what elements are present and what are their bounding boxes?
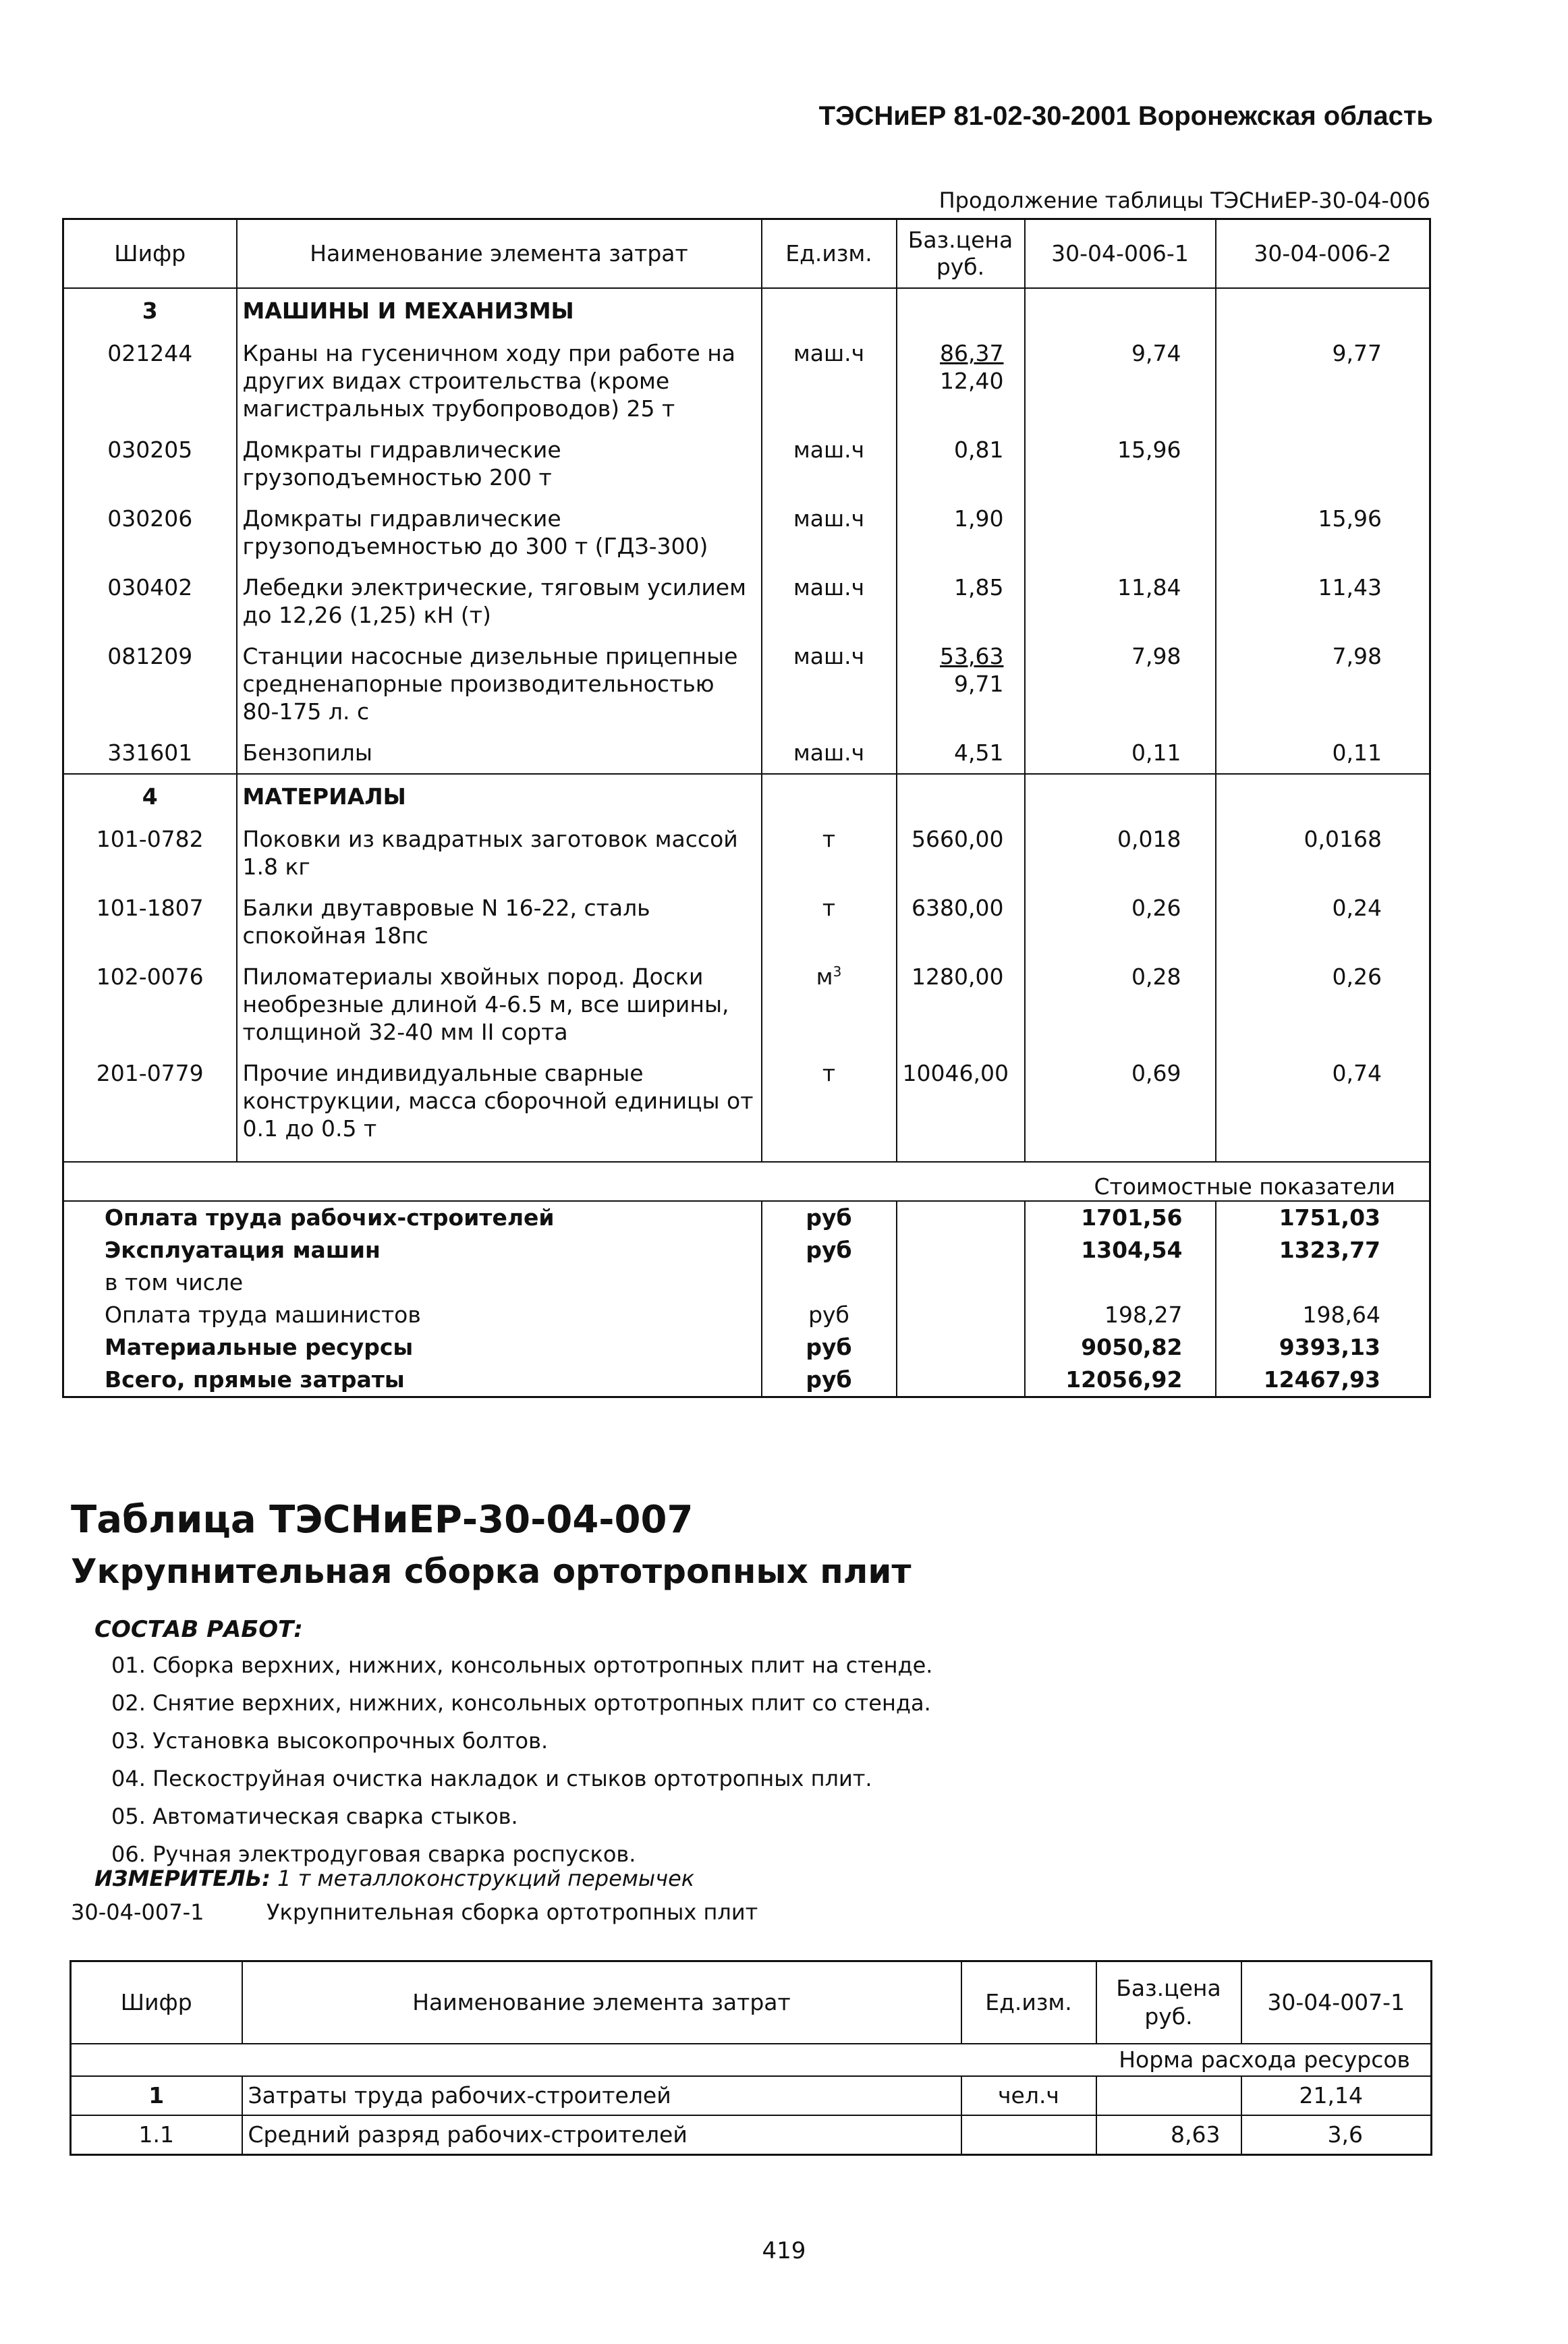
norm-code-line — [71, 1899, 758, 1925]
indicator-value-2: 12467,93 — [1263, 1366, 1380, 1393]
row-price: 1,90 — [897, 498, 1025, 567]
norm-code: 30-04-007-1 — [71, 1899, 204, 1925]
table-row — [63, 732, 1430, 774]
header-code: Шифр — [63, 219, 237, 289]
table-row — [63, 429, 1430, 498]
table-row — [71, 2115, 1432, 2155]
table-row — [63, 1053, 1430, 1149]
header-unit: Ед.изм. — [762, 219, 897, 289]
table-row — [63, 636, 1430, 732]
table-row — [63, 567, 1430, 636]
row-unit: т — [762, 1053, 897, 1149]
indicator-value-2: 1323,77 — [1279, 1237, 1380, 1263]
indicator-unit: руб — [762, 1331, 897, 1364]
row-name: Пиломатериалы хвойных пород. Доски необрезные длиной 4-6.5 м, все ширины, толщиной 32-40 мм II сорта — [237, 956, 762, 1053]
section-number: 4 — [63, 774, 237, 818]
list-item: 04. Пескоструйная очистка накладок и стыков ортотропных плит. — [111, 1766, 872, 1791]
indicator-unit: руб — [762, 1364, 897, 1397]
row-name: Средний разряд рабочих-строителей — [242, 2115, 961, 2155]
indicator-label: Оплата труда рабочих-строителей — [105, 1204, 555, 1231]
indicator-row — [63, 1234, 1430, 1266]
row-value-1: 0,26 — [1025, 887, 1216, 956]
indicators-header-row — [63, 1162, 1430, 1201]
indicator-value-1: 198,27 — [1025, 1299, 1216, 1331]
row-value-1 — [1025, 498, 1216, 567]
table-subtitle: Укрупнительная сборка ортотропных плит — [71, 1552, 912, 1591]
row-code: 1 — [71, 2076, 242, 2115]
row-value-2: 15,96 — [1318, 505, 1382, 532]
row-code: 030402 — [107, 574, 193, 601]
row-value-2: 0,74 — [1332, 1060, 1382, 1086]
row-value-2: 11,43 — [1318, 574, 1382, 601]
header-col-007-1: 30-04-007-1 — [1241, 1961, 1432, 2044]
row-name: Поковки из квадратных заготовок массой 1.8 кг — [237, 818, 762, 887]
indicator-unit — [762, 1266, 897, 1299]
works-heading: СОСТАВ РАБОТ: — [94, 1616, 303, 1643]
indicator-label: Эксплуатация машин — [105, 1237, 381, 1263]
indicator-label: Оплата труда машинистов — [105, 1302, 421, 1328]
resource-table-30-04-006 — [62, 218, 1431, 1398]
section-title: МАТЕРИАЛЫ — [237, 774, 762, 818]
row-price: 1280,00 — [897, 956, 1025, 1053]
indicator-value-1: 1304,54 — [1025, 1234, 1216, 1266]
row-price: 8,63 — [1096, 2115, 1241, 2155]
row-unit: маш.ч — [762, 732, 897, 774]
row-value-1: 0,28 — [1025, 956, 1216, 1053]
indicator-value-2: 198,64 — [1302, 1302, 1380, 1328]
row-name: Краны на гусеничном ходу при работе на других видах строительства (кроме магистральных трубопроводов) 25 т — [237, 333, 762, 429]
indicator-row — [63, 1364, 1430, 1397]
row-value-1: 0,018 — [1025, 818, 1216, 887]
row-value-2: 0,0168 — [1304, 826, 1382, 852]
table-row — [63, 887, 1430, 956]
row-price — [1096, 2076, 1241, 2115]
row-name: Бензопилы — [237, 732, 762, 774]
row-value-1: 11,84 — [1025, 567, 1216, 636]
row-unit: маш.ч — [762, 333, 897, 429]
indicator-row — [63, 1266, 1430, 1299]
resource-table-30-04-007 — [69, 1960, 1432, 2156]
section-number: 3 — [142, 298, 158, 324]
norm-header-row — [71, 2044, 1432, 2076]
row-price: 0,81 — [897, 429, 1025, 498]
row-code: 081209 — [107, 643, 193, 669]
row-name: Прочие индивидуальные сварные конструкции, масса сборочной единицы от 0.1 до 0.5 т — [237, 1053, 762, 1149]
header-name: Наименование элемента затрат — [237, 219, 762, 289]
list-item: 03. Установка высокопрочных болтов. — [111, 1728, 549, 1754]
row-unit: маш.ч — [762, 636, 897, 732]
row-value-1: 0,69 — [1025, 1053, 1216, 1149]
list-item: 06. Ручная электродуговая сварка роспусков. — [111, 1841, 636, 1867]
indicator-value-1: 9050,82 — [1025, 1331, 1216, 1364]
row-price: 4,51 — [897, 732, 1025, 774]
row-unit: т — [762, 887, 897, 956]
row-code: 102-0076 — [96, 964, 204, 990]
measure-value: 1 т металлоконструкций перемычек — [277, 1866, 695, 1891]
row-unit — [762, 956, 897, 1053]
row-value-1: 9,74 — [1025, 333, 1216, 429]
unit-superscript: 3 — [833, 964, 842, 980]
header-name: Наименование элемента затрат — [242, 1961, 961, 2044]
row-name: Станции насосные дизельные прицепные средненапорные производительностью 80-175 л. с — [237, 636, 762, 732]
indicator-label: Материальные ресурсы — [105, 1334, 414, 1360]
row-value-2: 0,11 — [1332, 740, 1382, 766]
table-row — [63, 956, 1430, 1053]
row-value-1: 21,14 — [1241, 2076, 1432, 2115]
table-row — [63, 333, 1430, 429]
table-row — [63, 498, 1430, 567]
indicator-unit: руб — [762, 1201, 897, 1234]
row-unit: маш.ч — [762, 429, 897, 498]
indicator-row — [63, 1299, 1430, 1331]
list-item: 01. Сборка верхних, нижних, консольных ортотропных плит на стенде. — [111, 1652, 933, 1678]
document-header: ТЭСНиЕР 81-02-30-2001 Воронежская область — [818, 101, 1433, 131]
header-code: Шифр — [71, 1961, 242, 2044]
row-price: 5660,00 — [897, 818, 1025, 887]
price-value: 53,63 — [940, 643, 1004, 669]
section-row-materials — [63, 774, 1430, 818]
section-title: МАШИНЫ И МЕХАНИЗМЫ — [237, 288, 762, 333]
row-code: 201-0779 — [96, 1060, 204, 1086]
indicator-value-1: 12056,92 — [1025, 1364, 1216, 1397]
table-row — [63, 818, 1430, 887]
row-value-1: 7,98 — [1025, 636, 1216, 732]
norm-code-text: Укрупнительная сборка ортотропных плит — [267, 1899, 758, 1925]
indicator-label: в том числе — [105, 1269, 244, 1295]
table-row — [71, 2076, 1432, 2115]
norm-title: Норма расхода ресурсов — [71, 2044, 1432, 2076]
list-item: 05. Автоматическая сварка стыков. — [111, 1804, 518, 1829]
row-value-1: 3,6 — [1327, 2121, 1363, 2148]
row-unit — [961, 2115, 1096, 2155]
indicator-value-2: 1751,03 — [1279, 1204, 1380, 1231]
row-value-1: 15,96 — [1025, 429, 1216, 498]
table-header-row — [63, 219, 1430, 289]
row-price: 10046,00 — [897, 1053, 1025, 1149]
row-code: 030206 — [107, 505, 193, 532]
row-value-2 — [1216, 429, 1430, 498]
section-row-machines — [63, 288, 1430, 333]
price-value: 86,37 — [940, 340, 1004, 366]
row-name: Балки двутавровые N 16-22, сталь спокойная 18пс — [237, 887, 762, 956]
indicator-value-2 — [1216, 1266, 1430, 1299]
row-code: 021244 — [107, 340, 193, 366]
row-value-2: 9,77 — [1332, 340, 1382, 366]
table-title: Таблица ТЭСНиЕР-30-04-007 — [71, 1498, 694, 1542]
price-secondary: 12,40 — [940, 368, 1004, 394]
header-col-006-2: 30-04-006-2 — [1216, 219, 1430, 289]
page-number: 419 — [762, 2237, 806, 2264]
row-price: 6380,00 — [897, 887, 1025, 956]
list-item: 02. Снятие верхних, нижних, консольных ортотропных плит со стенда. — [111, 1690, 931, 1716]
indicator-label: Всего, прямые затраты — [105, 1366, 405, 1393]
works-list — [111, 1652, 932, 1878]
row-value-2: 0,26 — [1332, 964, 1382, 990]
header-base-price: Баз.цена руб. — [897, 219, 1025, 289]
indicator-unit: руб — [762, 1299, 897, 1331]
row-name: Домкраты гидравлические грузоподъемностью до 300 т (ГДЗ-300) — [237, 498, 762, 567]
measure-label: ИЗМЕРИТЕЛЬ: — [94, 1866, 271, 1891]
row-unit: маш.ч — [762, 498, 897, 567]
row-code: 1.1 — [138, 2121, 174, 2148]
row-value-2: 0,24 — [1332, 895, 1382, 921]
row-price — [897, 636, 1025, 732]
row-code: 331601 — [107, 740, 193, 766]
row-unit: маш.ч — [762, 567, 897, 636]
row-code: 101-0782 — [96, 826, 204, 852]
row-name: Лебедки электрические, тяговым усилием до 12,26 (1,25) кН (т) — [237, 567, 762, 636]
price-secondary: 9,71 — [954, 671, 1004, 697]
measure-line — [94, 1866, 694, 1891]
header-base-price: Баз.цена руб. — [1096, 1961, 1241, 2044]
row-code: 101-1807 — [96, 895, 204, 921]
row-unit: чел.ч — [961, 2076, 1096, 2115]
row-name: Домкраты гидравлические грузоподъемностью 200 т — [237, 429, 762, 498]
indicator-value-1: 1701,56 — [1025, 1201, 1216, 1234]
indicator-unit: руб — [762, 1234, 897, 1266]
row-unit: т — [762, 818, 897, 887]
indicator-row — [63, 1331, 1430, 1364]
indicator-row — [63, 1201, 1430, 1234]
row-price — [897, 333, 1025, 429]
indicator-value-1 — [1025, 1266, 1216, 1299]
row-price: 1,85 — [897, 567, 1025, 636]
row-value-2: 7,98 — [1332, 643, 1382, 669]
row-code: 030205 — [107, 437, 193, 463]
row-name: Затраты труда рабочих-строителей — [242, 2076, 961, 2115]
continuation-caption: Продолжение таблицы ТЭСНиЕР-30-04-006 — [939, 188, 1430, 213]
row-value-1: 0,11 — [1025, 732, 1216, 774]
table-header-row — [71, 1961, 1432, 2044]
header-col-006-1: 30-04-006-1 — [1025, 219, 1216, 289]
indicators-title: Стоимостные показатели — [63, 1162, 1430, 1201]
header-unit: Ед.изм. — [961, 1961, 1096, 2044]
indicator-value-2: 9393,13 — [1279, 1334, 1380, 1360]
unit-base: м — [816, 964, 833, 990]
